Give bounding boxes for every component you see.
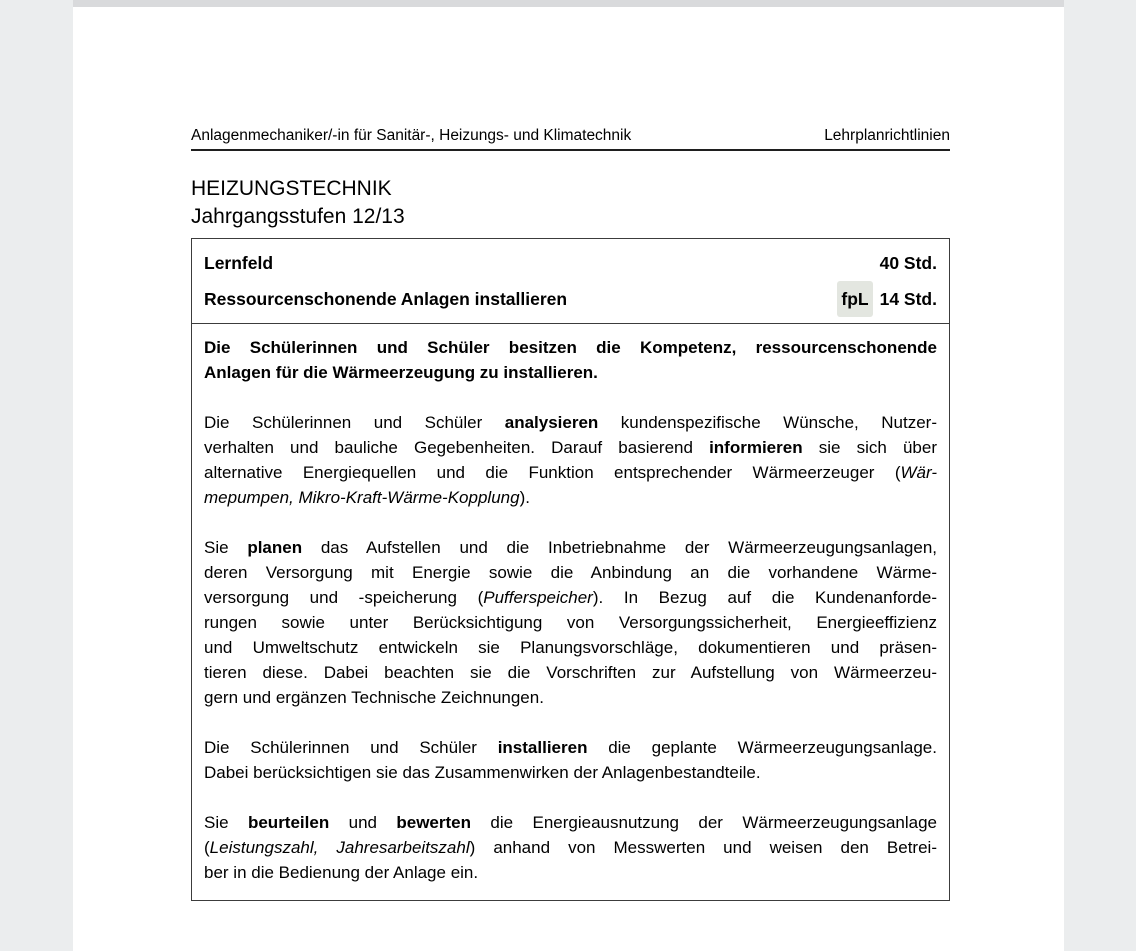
lernfeld-paragraph: [204, 810, 937, 885]
lernfeld-table: [191, 238, 950, 901]
text-line: Anlagen für die Wärmeerzeugung zu installieren.: [204, 363, 598, 382]
lernfeld-paragraph: [204, 335, 937, 385]
text-line: Die Schülerinnen und Schüler analysieren kundenspezifische Wünsche, Nutzer-: [204, 413, 937, 432]
lernfeld-paragraph: [204, 535, 937, 710]
text-line: Die Schülerinnen und Schüler besitzen die Kompetenz, ressourcenschonende: [204, 338, 937, 357]
section-subtitle: Jahrgangsstufen 12/13: [191, 205, 405, 228]
fpl-highlight: fpL: [837, 281, 872, 317]
document-page[interactable]: [73, 7, 1064, 951]
lernfeld-label: Lernfeld: [204, 253, 274, 273]
text-line: tieren diese. Dabei beachten sie die Vorschriften zur Aufstellung von Wärmeerzeu-: [204, 663, 937, 682]
doc-header-left: Anlagenmechaniker/-in für Sanitär-, Heizungs- und Klimatechnik: [191, 127, 632, 144]
lernfeld-paragraph: [204, 735, 937, 785]
text-line: versorgung und -speicherung (Pufferspeicher). In Bezug auf die Kundenanforde-: [204, 588, 937, 607]
doc-header: [191, 126, 950, 151]
lernfeld-name: Ressourcenschonende Anlagen installieren: [204, 289, 568, 309]
lernfeld-header-row-2: [204, 281, 937, 317]
lernfeld-description: [192, 324, 949, 900]
text-line: (Leistungszahl, Jahresarbeitszahl) anhand von Messwerten und weisen den Betrei-: [204, 838, 937, 857]
text-line: Sie beurteilen und bewerten die Energieausnutzung der Wärmeerzeugungsanlage: [204, 813, 938, 832]
text-line: deren Versorgung mit Energie sowie die Anbindung an die vorhandene Wärme-: [204, 563, 937, 582]
text-line: und Umweltschutz entwickeln sie Planungsvorschläge, dokumentieren und präsen-: [204, 638, 937, 657]
lernfeld-header-row-1: [204, 245, 937, 281]
text-line: Die Schülerinnen und Schüler installieren die geplante Wärmeerzeugungsanlage.: [204, 738, 937, 757]
lernfeld-paragraph: [204, 410, 937, 510]
title-block: [191, 175, 950, 231]
doc-header-right: Lehrplanrichtlinien: [824, 127, 950, 144]
lernfeld-header: [192, 239, 949, 324]
page-top-shadow: [73, 0, 1064, 7]
text-line: verhalten und bauliche Gegebenheiten. Darauf basierend informieren sie sich über: [204, 438, 937, 457]
text-line: mepumpen, Mikro-Kraft-Wärme-Kopplung).: [204, 488, 530, 507]
text-line: rungen sowie unter Berücksichtigung von Versorgungssicherheit, Energieeffizienz: [204, 613, 937, 632]
lernfeld-total-hours: 40 Std.: [879, 253, 937, 273]
lernfeld-fpl-group: [837, 281, 937, 317]
text-line: ber in die Bedienung der Anlage ein.: [204, 863, 479, 882]
text-line: alternative Energiequellen und die Funktion entsprechender Wärmeerzeuger (Wär-: [204, 463, 937, 482]
section-title: HEIZUNGSTECHNIK: [191, 177, 392, 200]
lernfeld-fpl-hours: 14 Std.: [879, 289, 937, 309]
text-line: Dabei berücksichtigen sie das Zusammenwirken der Anlagenbestandteile.: [204, 763, 761, 782]
text-line: gern und ergänzen Technische Zeichnungen.: [204, 688, 544, 707]
text-line: Sie planen das Aufstellen und die Inbetriebnahme der Wärmeerzeugungsanlagen,: [204, 538, 937, 557]
